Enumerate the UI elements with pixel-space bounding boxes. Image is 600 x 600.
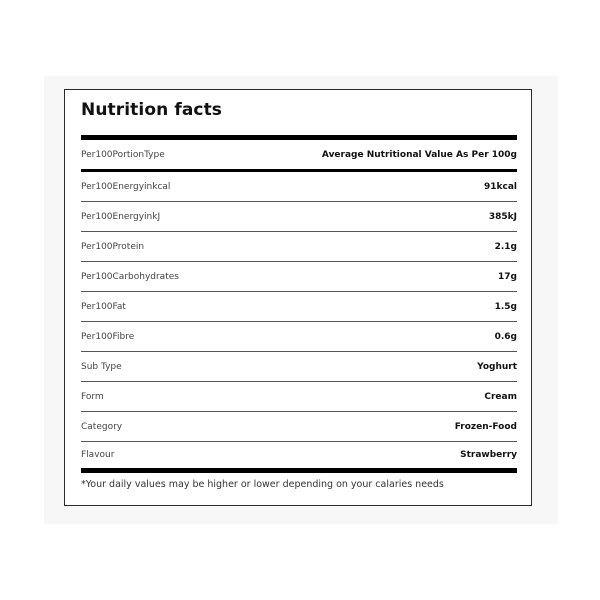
row-label: Per100EnergyinkJ [81,211,161,222]
row-value: 385kJ [488,211,517,222]
row-label: Per100Energyinkcal [81,181,171,192]
panel-title: Nutrition facts [81,100,223,120]
row-value: 91kcal [483,181,517,192]
table-row [81,382,517,412]
header-row-value: Average Nutritional Value As Per 100g [321,150,517,160]
bottom-thick-divider [81,468,517,473]
row-value: Yoghurt [477,361,517,372]
nutrition-facts-panel [64,89,532,506]
table-row [81,232,517,262]
header-row [81,140,517,170]
row-label: Per100Fibre [81,331,135,342]
row-label: Sub Type [81,361,122,372]
row-value: Frozen-Food [454,421,517,432]
row-value: Strawberry [460,450,517,460]
table-row [81,352,517,382]
row-value: 17g [498,271,517,282]
row-label: Form [81,391,104,402]
row-value: Cream [484,391,517,402]
row-value: 0.6g [494,331,517,342]
table-row [81,412,517,442]
table-row [81,172,517,202]
table-row [81,292,517,322]
row-label: Category [81,421,123,432]
row-label: Per100Carbohydrates [81,271,179,282]
table-row [81,262,517,292]
row-value: 2.1g [494,241,517,252]
row-label: Flavour [81,450,115,460]
row-label: Per100Fat [81,301,126,312]
table-row [81,322,517,352]
footnote: *Your daily values may be higher or lower depending on your calaries needs [81,479,444,490]
table-row [81,202,517,232]
row-label: Per100Protein [81,241,145,252]
row-value: 1.5g [494,301,517,312]
table-row [81,442,517,468]
header-row-label: Per100PortionType [81,150,165,160]
